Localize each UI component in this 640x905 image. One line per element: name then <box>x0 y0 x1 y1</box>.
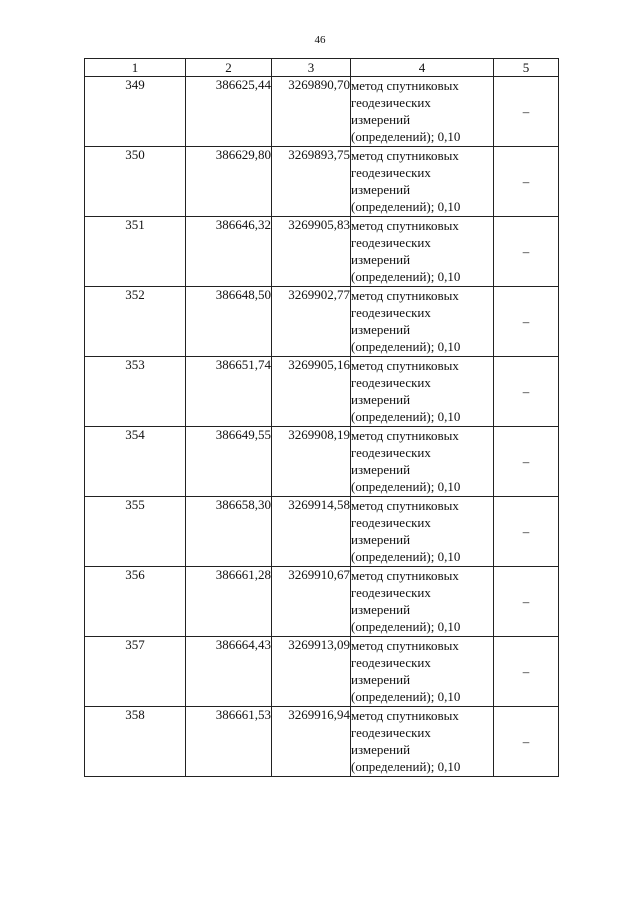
table-row <box>85 637 559 707</box>
method-line: геодезических <box>351 235 431 250</box>
method-line: геодезических <box>351 375 431 390</box>
method-cell <box>351 707 494 777</box>
coordinate-y: 3269908,19 <box>272 427 351 497</box>
method-line: метод спутниковых <box>351 638 459 653</box>
point-number: 352 <box>85 287 186 357</box>
coordinate-y: 3269905,16 <box>272 357 351 427</box>
coordinate-y: 3269913,09 <box>272 637 351 707</box>
method-cell <box>351 77 494 147</box>
table-row <box>85 427 559 497</box>
method-cell <box>351 637 494 707</box>
header-cell-1: 1 <box>85 59 186 77</box>
column-5-value: – <box>494 637 559 707</box>
coordinates-table <box>84 58 559 777</box>
coordinate-x: 386625,44 <box>186 77 272 147</box>
method-cell <box>351 147 494 217</box>
column-5-value: – <box>494 217 559 287</box>
method-cell <box>351 287 494 357</box>
column-5-value: – <box>494 427 559 497</box>
coordinate-y: 3269910,67 <box>272 567 351 637</box>
method-line: метод спутниковых <box>351 358 459 373</box>
table-row <box>85 357 559 427</box>
column-5-value: – <box>494 77 559 147</box>
header-cell-5: 5 <box>494 59 559 77</box>
method-cell <box>351 497 494 567</box>
table-row <box>85 567 559 637</box>
header-cell-4: 4 <box>351 59 494 77</box>
point-number: 354 <box>85 427 186 497</box>
method-line: (определений); 0,10 <box>351 479 461 494</box>
method-line: измерений <box>351 392 411 407</box>
method-line: измерений <box>351 322 411 337</box>
method-line: метод спутниковых <box>351 288 459 303</box>
table-row <box>85 497 559 567</box>
method-line: геодезических <box>351 585 431 600</box>
column-5-value: – <box>494 147 559 217</box>
table-row <box>85 77 559 147</box>
method-line: измерений <box>351 252 411 267</box>
coordinate-x: 386661,53 <box>186 707 272 777</box>
coordinate-x: 386629,80 <box>186 147 272 217</box>
method-line: геодезических <box>351 95 431 110</box>
method-cell <box>351 357 494 427</box>
method-line: геодезических <box>351 725 431 740</box>
method-line: (определений); 0,10 <box>351 689 461 704</box>
point-number: 355 <box>85 497 186 567</box>
method-line: измерений <box>351 112 411 127</box>
point-number: 353 <box>85 357 186 427</box>
method-cell <box>351 567 494 637</box>
method-line: измерений <box>351 462 411 477</box>
method-line: метод спутниковых <box>351 148 459 163</box>
coordinate-x: 386649,55 <box>186 427 272 497</box>
coordinate-x: 386661,28 <box>186 567 272 637</box>
column-5-value: – <box>494 287 559 357</box>
method-line: (определений); 0,10 <box>351 549 461 564</box>
method-line: метод спутниковых <box>351 708 459 723</box>
coordinate-x: 386658,30 <box>186 497 272 567</box>
method-line: геодезических <box>351 655 431 670</box>
coordinate-y: 3269893,75 <box>272 147 351 217</box>
method-line: метод спутниковых <box>351 78 459 93</box>
method-cell <box>351 427 494 497</box>
coordinate-x: 386664,43 <box>186 637 272 707</box>
method-line: метод спутниковых <box>351 568 459 583</box>
table-header-row <box>85 59 559 77</box>
point-number: 350 <box>85 147 186 217</box>
column-5-value: – <box>494 567 559 637</box>
point-number: 356 <box>85 567 186 637</box>
point-number: 349 <box>85 77 186 147</box>
column-5-value: – <box>494 707 559 777</box>
column-5-value: – <box>494 497 559 567</box>
method-line: (определений); 0,10 <box>351 199 461 214</box>
coordinate-y: 3269902,77 <box>272 287 351 357</box>
coordinate-x: 386648,50 <box>186 287 272 357</box>
method-line: измерений <box>351 182 411 197</box>
page-number: 46 <box>314 34 326 46</box>
point-number: 358 <box>85 707 186 777</box>
method-cell <box>351 217 494 287</box>
method-line: геодезических <box>351 165 431 180</box>
coordinate-y: 3269916,94 <box>272 707 351 777</box>
table-row <box>85 707 559 777</box>
method-line: (определений); 0,10 <box>351 759 461 774</box>
column-5-value: – <box>494 357 559 427</box>
method-line: измерений <box>351 532 411 547</box>
table-row <box>85 217 559 287</box>
coordinate-y: 3269914,58 <box>272 497 351 567</box>
method-line: метод спутниковых <box>351 498 459 513</box>
method-line: (определений); 0,10 <box>351 129 461 144</box>
point-number: 357 <box>85 637 186 707</box>
method-line: измерений <box>351 672 411 687</box>
method-line: геодезических <box>351 445 431 460</box>
header-cell-2: 2 <box>186 59 272 77</box>
method-line: метод спутниковых <box>351 218 459 233</box>
table-row <box>85 147 559 217</box>
method-line: (определений); 0,10 <box>351 339 461 354</box>
method-line: (определений); 0,10 <box>351 619 461 634</box>
method-line: измерений <box>351 742 411 757</box>
method-line: геодезических <box>351 305 431 320</box>
header-cell-3: 3 <box>272 59 351 77</box>
method-line: геодезических <box>351 515 431 530</box>
point-number: 351 <box>85 217 186 287</box>
method-line: метод спутниковых <box>351 428 459 443</box>
method-line: измерений <box>351 602 411 617</box>
method-line: (определений); 0,10 <box>351 269 461 284</box>
coordinate-y: 3269890,70 <box>272 77 351 147</box>
coordinate-y: 3269905,83 <box>272 217 351 287</box>
coordinate-x: 386651,74 <box>186 357 272 427</box>
table-row <box>85 287 559 357</box>
method-line: (определений); 0,10 <box>351 409 461 424</box>
coordinate-x: 386646,32 <box>186 217 272 287</box>
